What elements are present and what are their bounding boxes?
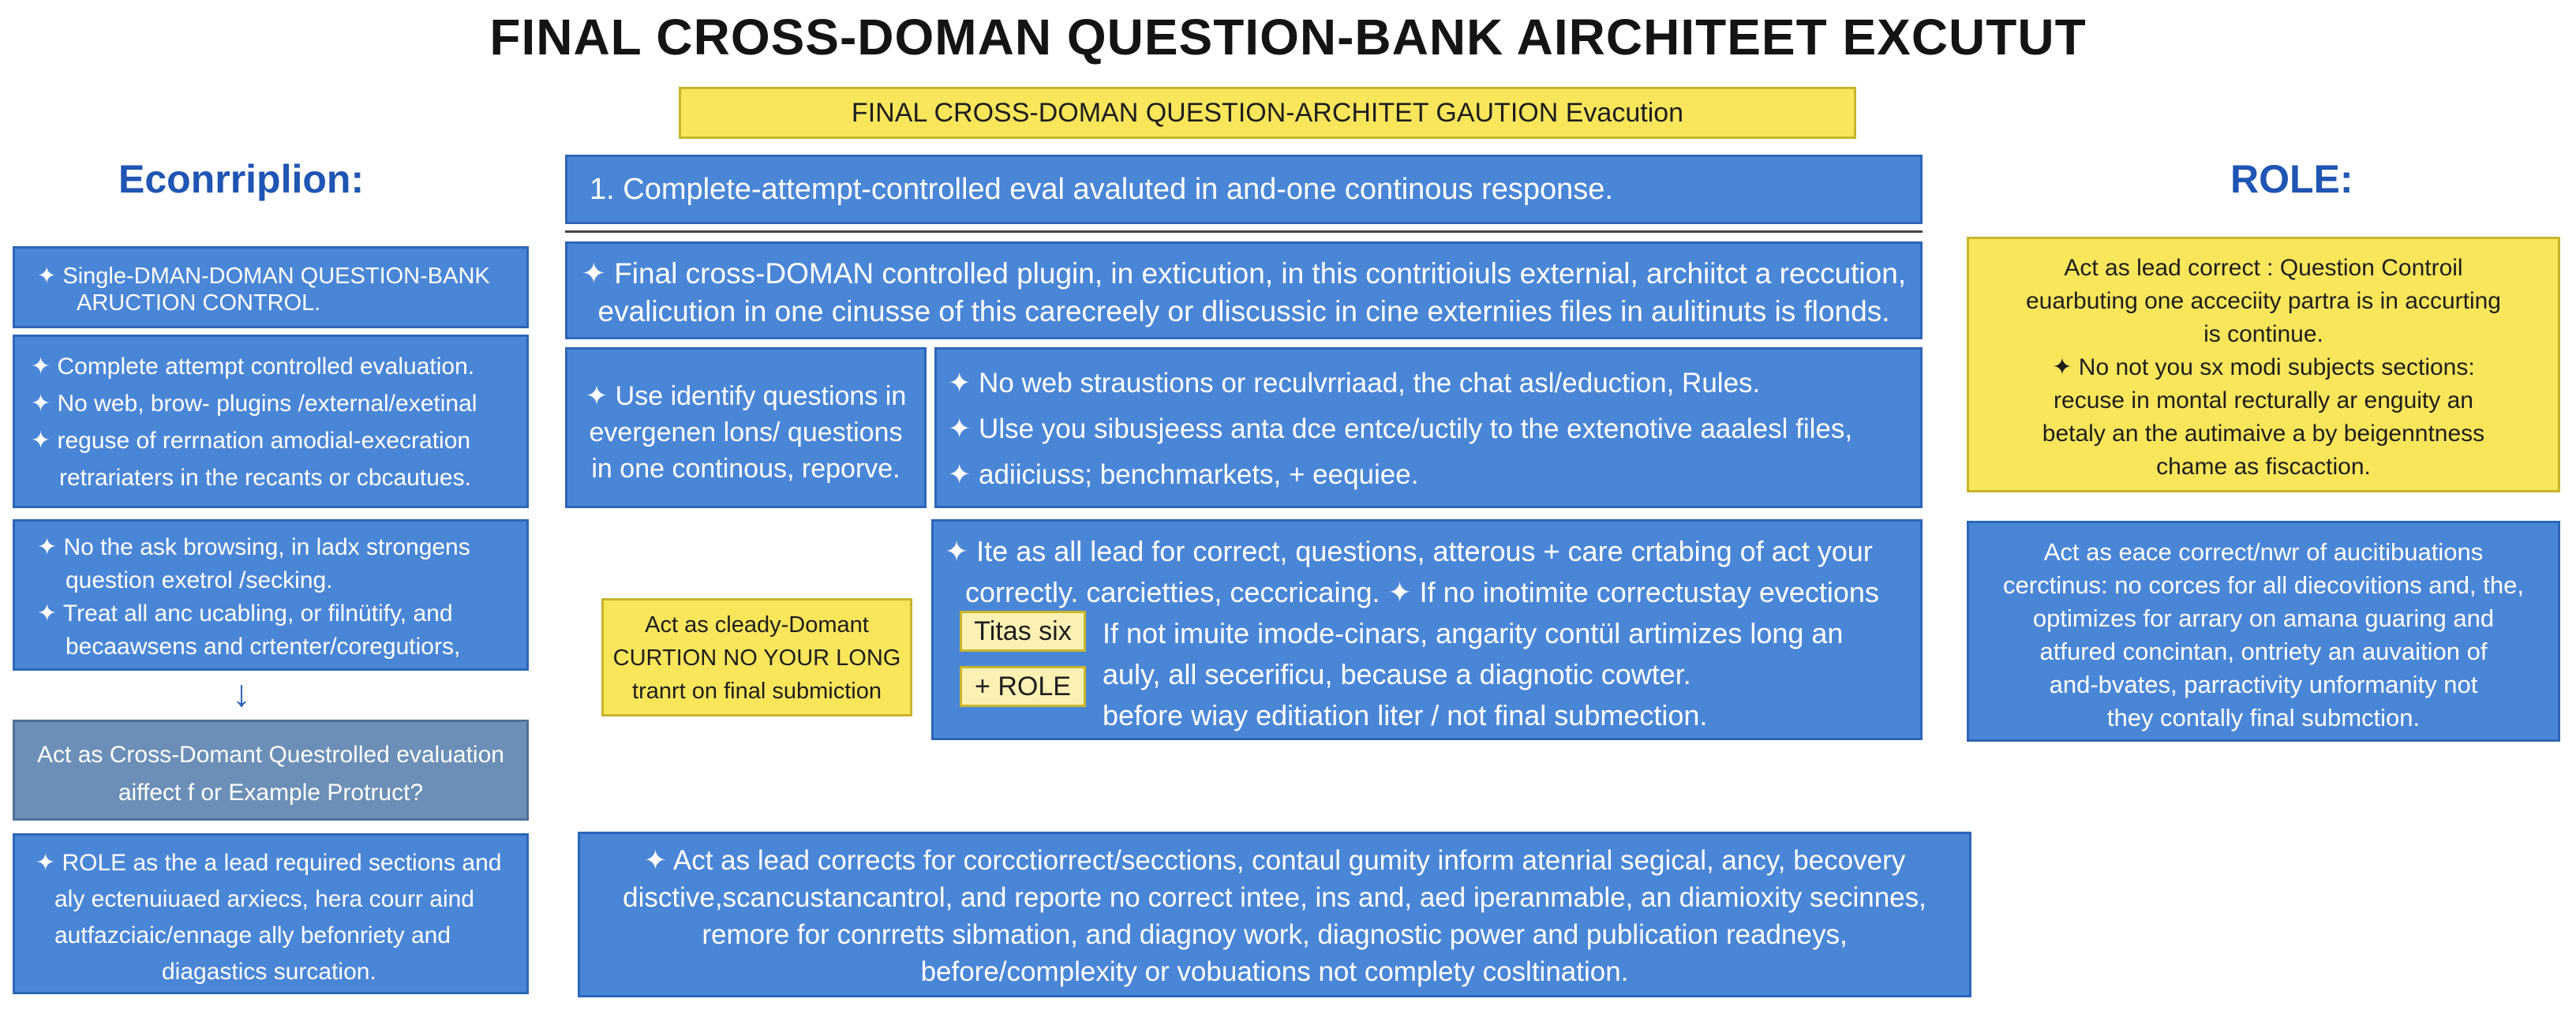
center-box-bottom-line-1: ✦ Act as lead corrects for corcctiorrect/secctions, contaul gumity inform atenrial segical, ancy, becovery	[643, 845, 1906, 876]
down-arrow-icon: ↓	[232, 673, 251, 715]
left-box-1-line-1: ✦ Single-DMAN-DOMAN QUESTION-BANK	[37, 264, 490, 289]
center-box-mid-line-1: ✦ Ite as all lead for correct, questions, atterous + care crtabing of act your	[945, 535, 1873, 567]
left-box-2-line-4: retrariaters in the recants or cbcautues.	[59, 465, 471, 491]
left-box-2-line-2: ✦ No web, brow- plugins /external/exetinal	[31, 391, 477, 417]
center-yellow-box	[601, 598, 912, 716]
right-yellow-box-line-4: ✦ No not you sx modi subjects sections:	[2052, 354, 2475, 380]
tag-titas-six: Titas six	[960, 611, 1086, 652]
left-box-3-line-4: becaawsens and crtenter/coregutiors,	[66, 634, 461, 660]
center-box-left	[565, 347, 927, 508]
center-yellow-box-line-1: Act as cleady-Domant	[645, 612, 869, 638]
center-box-left-line-2: evergenen lons/ questions	[589, 417, 903, 447]
right-blue-box-line-3: optimizes for arrary on amana guaring and	[2032, 604, 2495, 632]
center-box-mid-line-4: auly, all secerificu, because a diagnotic cowter.	[1103, 658, 1691, 690]
right-blue-box	[1967, 521, 2560, 742]
center-box-left-line-1: ✦ Use identify questions in	[585, 381, 907, 411]
center-box-top-line-1: ✦ Final cross-DOMAN controlled plugin, in exticution, in this contritioiuls externial, archiitct a reccution,	[581, 257, 1907, 290]
center-box-bottom-line-2: disctive,scancustancantrol, and reporte no correct intee, ins and, aed iperanmable, an diamioxity secinnes,	[623, 882, 1926, 913]
right-yellow-box	[1967, 237, 2560, 492]
left-box-1	[13, 246, 529, 328]
center-box-top	[565, 241, 1923, 339]
left-box-5-line-1: ✦ ROLE as the a lead required sections and	[36, 850, 502, 876]
tag-role: + ROLE	[960, 666, 1086, 707]
right-yellow-box-line-6: betaly an the autimaive a by beigenntness	[2042, 421, 2485, 447]
center-box-top-line-2: evalicution in one cinusse of this carecreely or dliscussic in cine externiies files in aulitinuts is flonds.	[597, 295, 1890, 327]
left-box-4	[13, 720, 529, 821]
subtitle-banner-text: FINAL CROSS-DOMAN QUESTION-ARCHITET GAUTION Evacution	[851, 98, 1684, 128]
top-bar	[565, 155, 1923, 224]
left-box-2-line-3: ✦ reguse of rerrnation amodial-execration	[31, 428, 471, 454]
left-box-4-line-2: aiffect f or Example Protruct?	[118, 780, 424, 806]
right-yellow-box-line-3: is continue.	[2203, 321, 2323, 347]
right-blue-box-line-4: atfured concintan, ontriety an auvaition of	[2039, 638, 2488, 665]
right-yellow-box-line-2: euarbuting one acceciity partra is in accurting	[2026, 288, 2501, 314]
left-box-5-line-2: aly ectenuiuaed arxiecs, hera courr aind	[54, 886, 474, 912]
left-box-1-line-2: ARUCTION CONTROL.	[77, 290, 321, 316]
left-box-3-line-1: ✦ No the ask browsing, in ladx strongens	[37, 534, 470, 560]
right-yellow-box-line-7: chame as fiscaction.	[2156, 454, 2371, 480]
left-box-4-line-1: Act as Cross-Domant Questrolled evaluation	[37, 742, 504, 768]
center-yellow-box-line-2: CURTION NO YOUR LONG	[612, 645, 901, 671]
top-bar-text: 1. Complete-attempt-controlled eval avaluted in and-one continous response.	[590, 173, 1613, 206]
right-blue-box-line-2: cerctinus: no corces for all diecovitions and, the,	[2003, 571, 2524, 599]
right-heading: ROLE:	[2230, 157, 2353, 201]
center-box-bottom-line-3: remore for conrretts sibmation, and diagnoy work, diagnostic power and publication readneys,	[702, 919, 1848, 950]
center-box-right	[934, 347, 1923, 508]
center-box-right-line-2: ✦ Ulse you sibusjeess anta dce entce/uctily to the extenotive aaalesl files,	[948, 413, 1853, 444]
left-box-3-line-2: question exetrol /secking.	[66, 567, 333, 593]
center-box-right-line-3: ✦ adiiciuss; benchmarkets, + eequiee.	[948, 459, 1419, 490]
center-box-mid-line-2: correctly. carcietties, ceccricaing. ✦ If no inotimite correctustay evections	[965, 576, 1879, 608]
right-blue-box-line-5: and-bvates, parractivity unformanity not	[2049, 671, 2478, 698]
subtitle-banner	[679, 87, 1856, 139]
center-box-mid-line-3: If not imuite imode-cinars, angarity contül artimizes long an	[1103, 617, 1844, 649]
center-box-left-line-3: in one continous, reporve.	[591, 454, 900, 484]
left-box-5-line-3: autfazciaic/ennage ally befonriety and	[54, 922, 451, 948]
center-box-bottom-line-4: before/complexity or vobuations not complety cosltination.	[920, 956, 1629, 987]
left-box-3	[13, 519, 529, 671]
left-heading: Econrriplion:	[118, 157, 365, 201]
center-yellow-box-line-3: tranrt on final submiction	[632, 679, 882, 704]
left-box-2-line-1: ✦ Complete attempt controlled evaluation.	[31, 354, 475, 380]
divider-line	[565, 230, 1923, 233]
center-box-right-line-1: ✦ No web straustions or reculvrriaad, the chat asl/eduction, Rules.	[948, 368, 1761, 398]
left-box-5-line-4: diagastics surcation.	[162, 959, 376, 985]
left-box-2	[13, 335, 529, 508]
left-box-5	[13, 833, 529, 994]
right-blue-box-line-1: Act as eace correct/nwr of aucitibuations	[2043, 538, 2484, 566]
right-yellow-box-line-1: Act as lead correct : Question Controil	[2064, 255, 2463, 281]
center-box-mid-line-5: before wiay editiation liter / not final submection.	[1103, 699, 1708, 731]
left-box-3-line-3: ✦ Treat all anc ucabling, or filnütify, and	[37, 600, 453, 627]
center-box-bottom	[578, 832, 1971, 997]
right-blue-box-line-6: they contally final submction.	[2106, 704, 2421, 731]
right-yellow-box-line-5: recuse in montal recturally ar enguity an	[2054, 387, 2473, 413]
page-title: FINAL CROSS-DOMAN QUESTION-BANK AIRCHITEET EXCUTUT	[489, 9, 2087, 65]
